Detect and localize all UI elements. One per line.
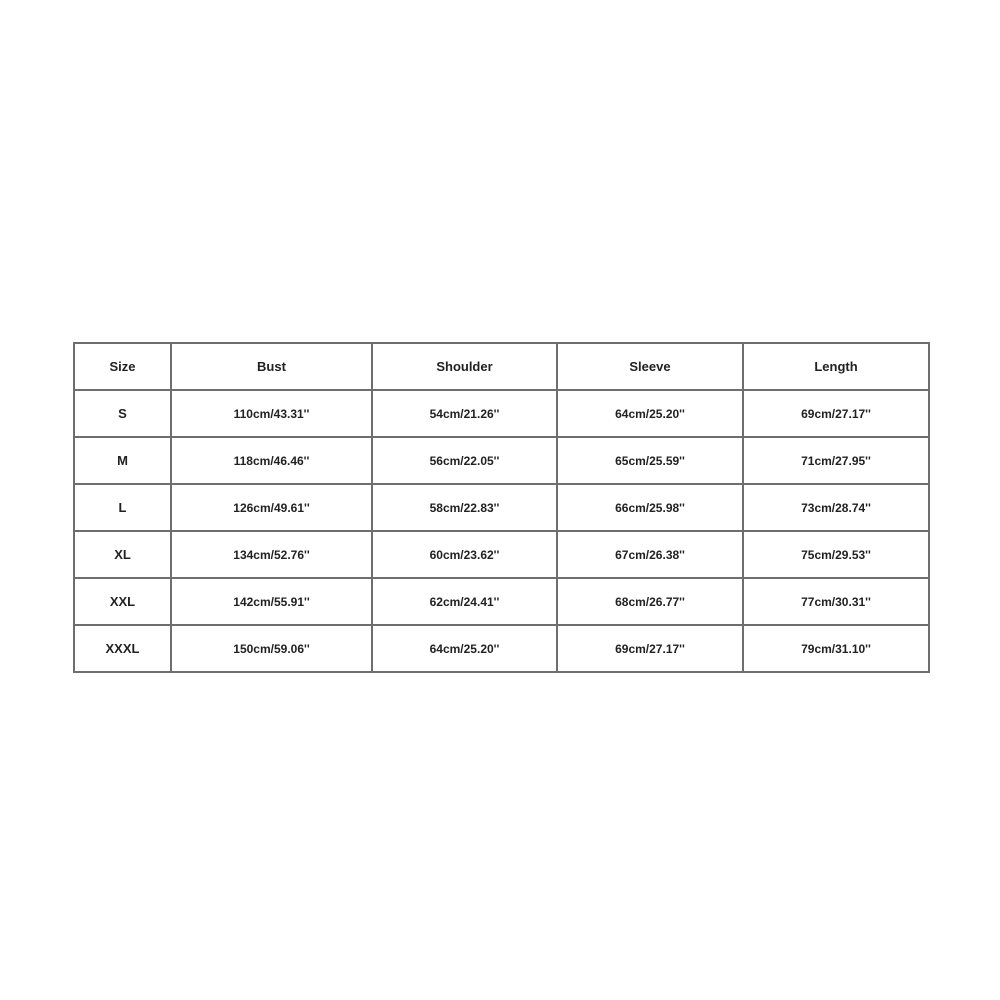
header-sleeve: Sleeve [557,343,743,390]
header-shoulder: Shoulder [372,343,557,390]
bust-cell: 150cm/59.06'' [171,625,372,672]
header-row [74,343,929,390]
length-cell: 69cm/27.17'' [743,390,929,437]
sleeve-cell: 64cm/25.20'' [557,390,743,437]
table-row [74,437,929,484]
bust-cell: 118cm/46.46'' [171,437,372,484]
header-size: Size [74,343,171,390]
shoulder-cell: 64cm/25.20'' [372,625,557,672]
shoulder-cell: 62cm/24.41'' [372,578,557,625]
bust-cell: 142cm/55.91'' [171,578,372,625]
size-cell: S [74,390,171,437]
sleeve-cell: 69cm/27.17'' [557,625,743,672]
sleeve-cell: 68cm/26.77'' [557,578,743,625]
length-cell: 73cm/28.74'' [743,484,929,531]
size-chart-table [73,342,930,673]
header-bust: Bust [171,343,372,390]
table-row [74,484,929,531]
size-cell: M [74,437,171,484]
table-row [74,578,929,625]
size-cell: XXL [74,578,171,625]
bust-cell: 126cm/49.61'' [171,484,372,531]
size-cell: L [74,484,171,531]
header-length: Length [743,343,929,390]
table-row [74,390,929,437]
length-cell: 77cm/30.31'' [743,578,929,625]
shoulder-cell: 54cm/21.26'' [372,390,557,437]
sleeve-cell: 66cm/25.98'' [557,484,743,531]
shoulder-cell: 60cm/23.62'' [372,531,557,578]
table-row [74,531,929,578]
shoulder-cell: 56cm/22.05'' [372,437,557,484]
bust-cell: 134cm/52.76'' [171,531,372,578]
length-cell: 75cm/29.53'' [743,531,929,578]
bust-cell: 110cm/43.31'' [171,390,372,437]
size-cell: XL [74,531,171,578]
shoulder-cell: 58cm/22.83'' [372,484,557,531]
sleeve-cell: 67cm/26.38'' [557,531,743,578]
sleeve-cell: 65cm/25.59'' [557,437,743,484]
table-row [74,625,929,672]
length-cell: 79cm/31.10'' [743,625,929,672]
length-cell: 71cm/27.95'' [743,437,929,484]
size-cell: XXXL [74,625,171,672]
